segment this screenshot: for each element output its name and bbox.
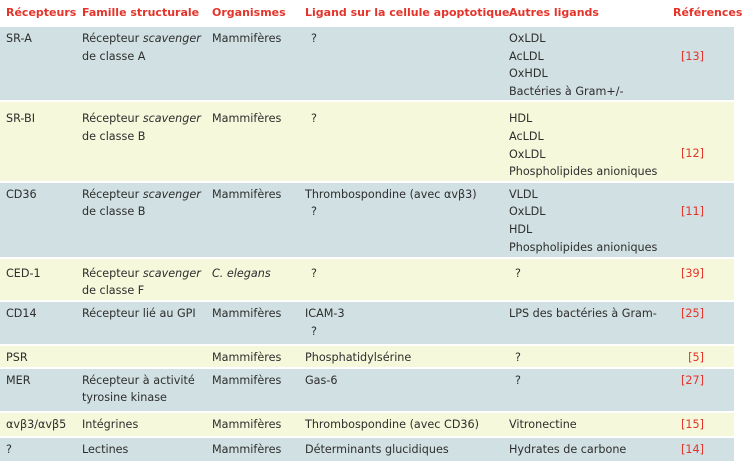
family-cell: Récepteur lié au GPI [76,301,206,345]
other-ligands-cell: ? [503,258,667,301]
table-row [0,437,734,461]
ligand-cell: ? [299,26,503,101]
reference-cell: [14] [667,437,734,461]
other-ligands-cell: HDL AcLDL OxLDL Phospholipides anioniques [503,101,667,181]
ligand-cell: Thrombospondine (avec αvβ3) ? [299,182,503,258]
organism-cell: Mammifères [206,301,299,345]
table-row [0,368,734,412]
family-cell [76,345,206,368]
reference-cell: [39] [667,258,734,301]
reference-cell: [13] [667,26,734,101]
table-row [0,26,734,101]
header-ligand-apoptotic: Ligand sur la cellule apoptotique [299,0,503,26]
receptor-cell: SR-BI [0,101,76,181]
ligand-cell: Phosphatidylsérine [299,345,503,368]
ligand-cell: Déterminants glucidiques [299,437,503,461]
table-row [0,412,734,437]
organism-cell: Mammifères [206,26,299,101]
table-row [0,301,734,345]
reference-cell: [12] [667,101,734,181]
reference-cell: [11] [667,182,734,258]
organism-cell: Mammifères [206,368,299,412]
other-ligands-cell: Vitronectine [503,412,667,437]
table-row [0,345,734,368]
table-row [0,182,734,258]
reference-cell: [25] [667,301,734,345]
header-other-ligands: Autres ligands [503,0,667,26]
table-row [0,101,734,181]
organism-cell: C. elegans [206,258,299,301]
ligand-cell: Gas-6 [299,368,503,412]
other-ligands-cell: Hydrates de carbone [503,437,667,461]
organism-cell: Mammifères [206,101,299,181]
other-ligands-cell: LPS des bactéries à Gram- [503,301,667,345]
reference-cell: [5] [667,345,734,368]
family-cell: Récepteur scavenger de classe B [76,182,206,258]
receptor-cell: ? [0,437,76,461]
header-row [0,0,734,26]
receptor-cell: PSR [0,345,76,368]
other-ligands-cell: VLDL OxLDL HDL Phospholipides anioniques [503,182,667,258]
receptor-cell: CD36 [0,182,76,258]
other-ligands-cell: ? [503,368,667,412]
family-cell: Récepteur scavenger de classe A [76,26,206,101]
ligand-cell: Thrombospondine (avec CD36) [299,412,503,437]
family-cell: Intégrines [76,412,206,437]
ligand-cell: ? [299,101,503,181]
family-cell: Récepteur à activité tyrosine kinase [76,368,206,412]
receptor-cell: CD14 [0,301,76,345]
organism-cell: Mammifères [206,412,299,437]
family-cell: Récepteur scavenger de classe B [76,101,206,181]
receptor-cell: αvβ3/αvβ5 [0,412,76,437]
receptor-cell: CED-1 [0,258,76,301]
table-row [0,258,734,301]
header-organisms: Organismes [206,0,299,26]
receptor-cell: MER [0,368,76,412]
ligand-cell: ICAM-3 ? [299,301,503,345]
header-family: Famille structurale [76,0,206,26]
header-references: Références [667,0,734,26]
header-receptors: Récepteurs [0,0,76,26]
reference-cell: [27] [667,368,734,412]
receptor-cell: SR-A [0,26,76,101]
family-cell: Récepteur scavenger de classe F [76,258,206,301]
ligand-cell: ? [299,258,503,301]
organism-cell: Mammifères [206,345,299,368]
reference-cell: [15] [667,412,734,437]
organism-cell: Mammifères [206,182,299,258]
other-ligands-cell: ? [503,345,667,368]
organism-cell: Mammifères [206,437,299,461]
other-ligands-cell: OxLDL AcLDL OxHDL Bactéries à Gram+/- [503,26,667,101]
family-cell: Lectines [76,437,206,461]
